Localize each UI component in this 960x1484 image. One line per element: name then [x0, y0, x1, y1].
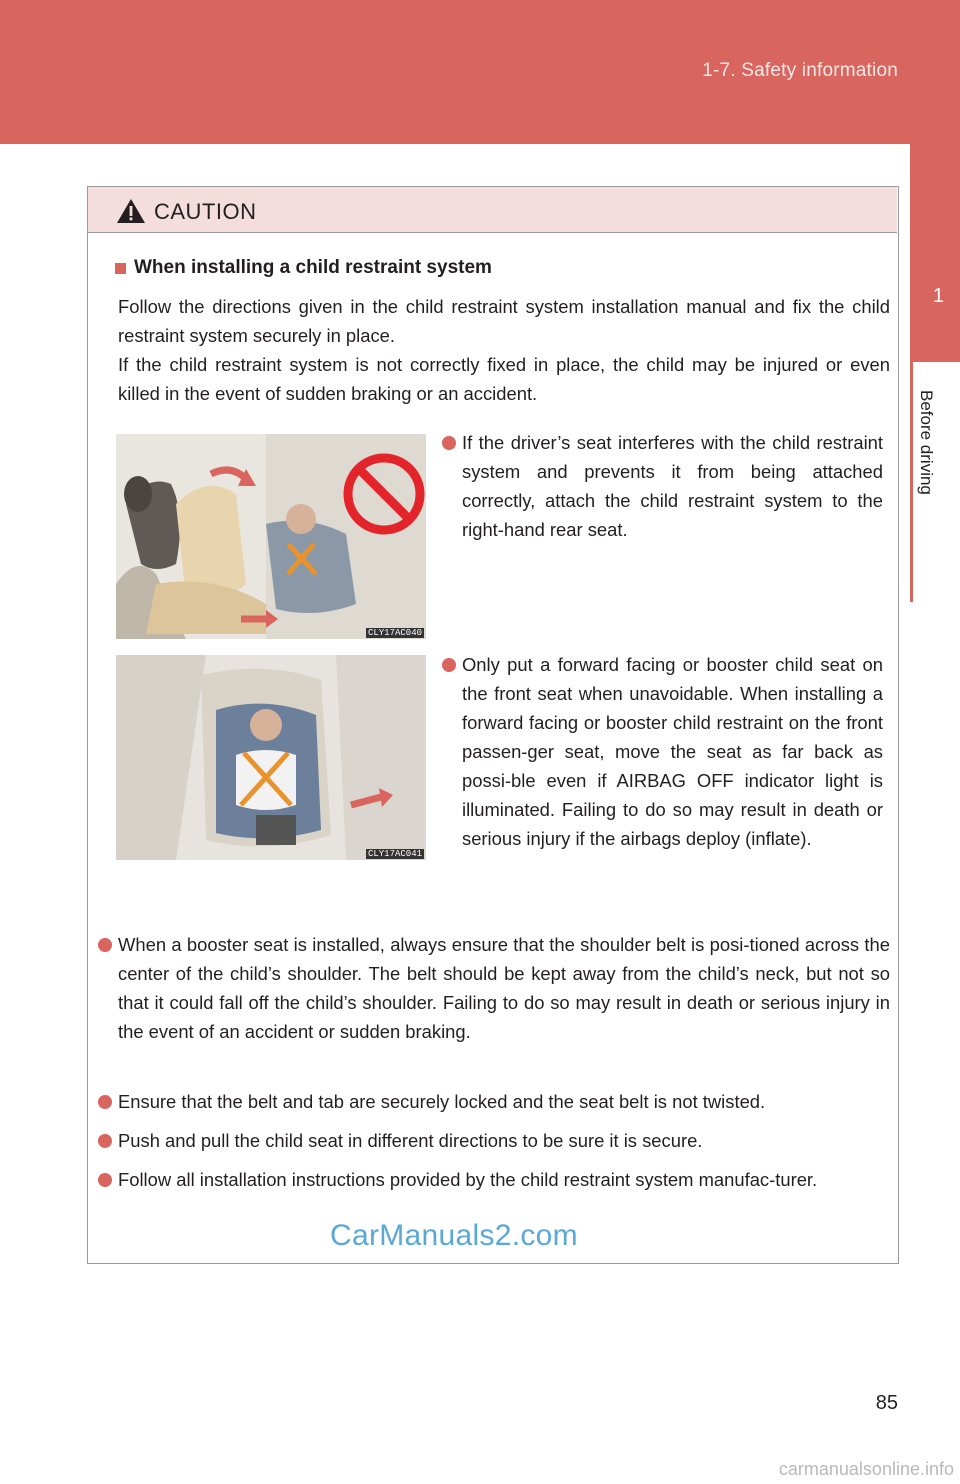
bullet-item	[98, 1126, 890, 1155]
figure-driver-seat-interference	[116, 434, 426, 639]
subheading	[115, 257, 492, 279]
bullet-dot-icon	[442, 436, 456, 450]
intro-paragraph-1: Follow the directions given in the child restraint system installation manual and fix the child restraint system securely in place.	[118, 296, 890, 346]
bullet-dot-icon	[98, 1095, 112, 1109]
bullet-text: When a booster seat is installed, always ensure that the shoulder belt is posi-tioned across the center of the child’s shoulder. The belt should be kept away from the child’s neck, but not so that it could fall off the child’s shoulder. Failing to do so may result in death or serious injury in the event of an accident or sudden braking.	[118, 934, 890, 1042]
bullet-item	[98, 1165, 890, 1194]
watermark-link[interactable]: CarManuals2.com	[330, 1219, 578, 1252]
figure-front-seat-child	[116, 655, 426, 860]
intro-paragraph-2: If the child restraint system is not correctly fixed in place, the child may be injured or even killed in the event of sudden braking or an accident.	[118, 354, 890, 404]
subheading-text: When installing a child restraint system	[134, 257, 492, 278]
car-interior-illustration	[116, 434, 426, 639]
bullet-text: Ensure that the belt and tab are securely locked and the seat belt is not twisted.	[118, 1091, 766, 1112]
bullet-dot-icon	[98, 1173, 112, 1187]
bullet-item	[98, 1087, 890, 1116]
figure-2-bullet	[442, 650, 883, 853]
bullet-dot-icon	[98, 1134, 112, 1148]
caution-box	[87, 186, 899, 1264]
bullet-text: Push and pull the child seat in different directions to be sure it is secure.	[118, 1130, 703, 1151]
page-number: 85	[875, 1392, 898, 1414]
figure-2-bullet-text: Only put a forward facing or booster child seat on the front seat when unavoidable. When installing a forward facing or booster child restraint on the front passen-ger seat, move the seat as far back as possi-ble even if AIRBAG OFF indicator light is illuminated. Failing to do so may result in death or serious injury if the airbags deploy (inflate).	[462, 654, 883, 849]
caution-title: CAUTION	[154, 199, 257, 224]
section-title: 1-7. Safety information	[702, 60, 898, 81]
front-seat-illustration	[116, 655, 426, 860]
footer-watermark: carmanualsonline.info	[778, 1459, 954, 1479]
warning-triangle-icon	[116, 198, 146, 224]
chapter-stripe	[910, 362, 913, 602]
bullet-text: Follow all installation instructions provided by the child restraint system manufac-turer.	[118, 1169, 818, 1190]
chapter-tab[interactable]	[910, 144, 960, 362]
chapter-number: 1	[932, 285, 944, 307]
bullet-item	[98, 930, 890, 1046]
figure-code: CLY17AC040	[367, 628, 422, 638]
figure-1-bullet	[442, 428, 883, 544]
bullet-dot-icon	[442, 658, 456, 672]
square-bullet-icon	[115, 263, 126, 274]
caution-header	[88, 187, 897, 233]
chapter-label: Before driving	[917, 390, 936, 495]
bullet-dot-icon	[98, 938, 112, 952]
figure-1-bullet-text: If the driver’s seat interferes with the child restraint system and prevents it from being attached correctly, attach the child restraint system to the right-hand rear seat.	[462, 432, 883, 540]
figure-code: CLY17AC041	[367, 849, 422, 859]
